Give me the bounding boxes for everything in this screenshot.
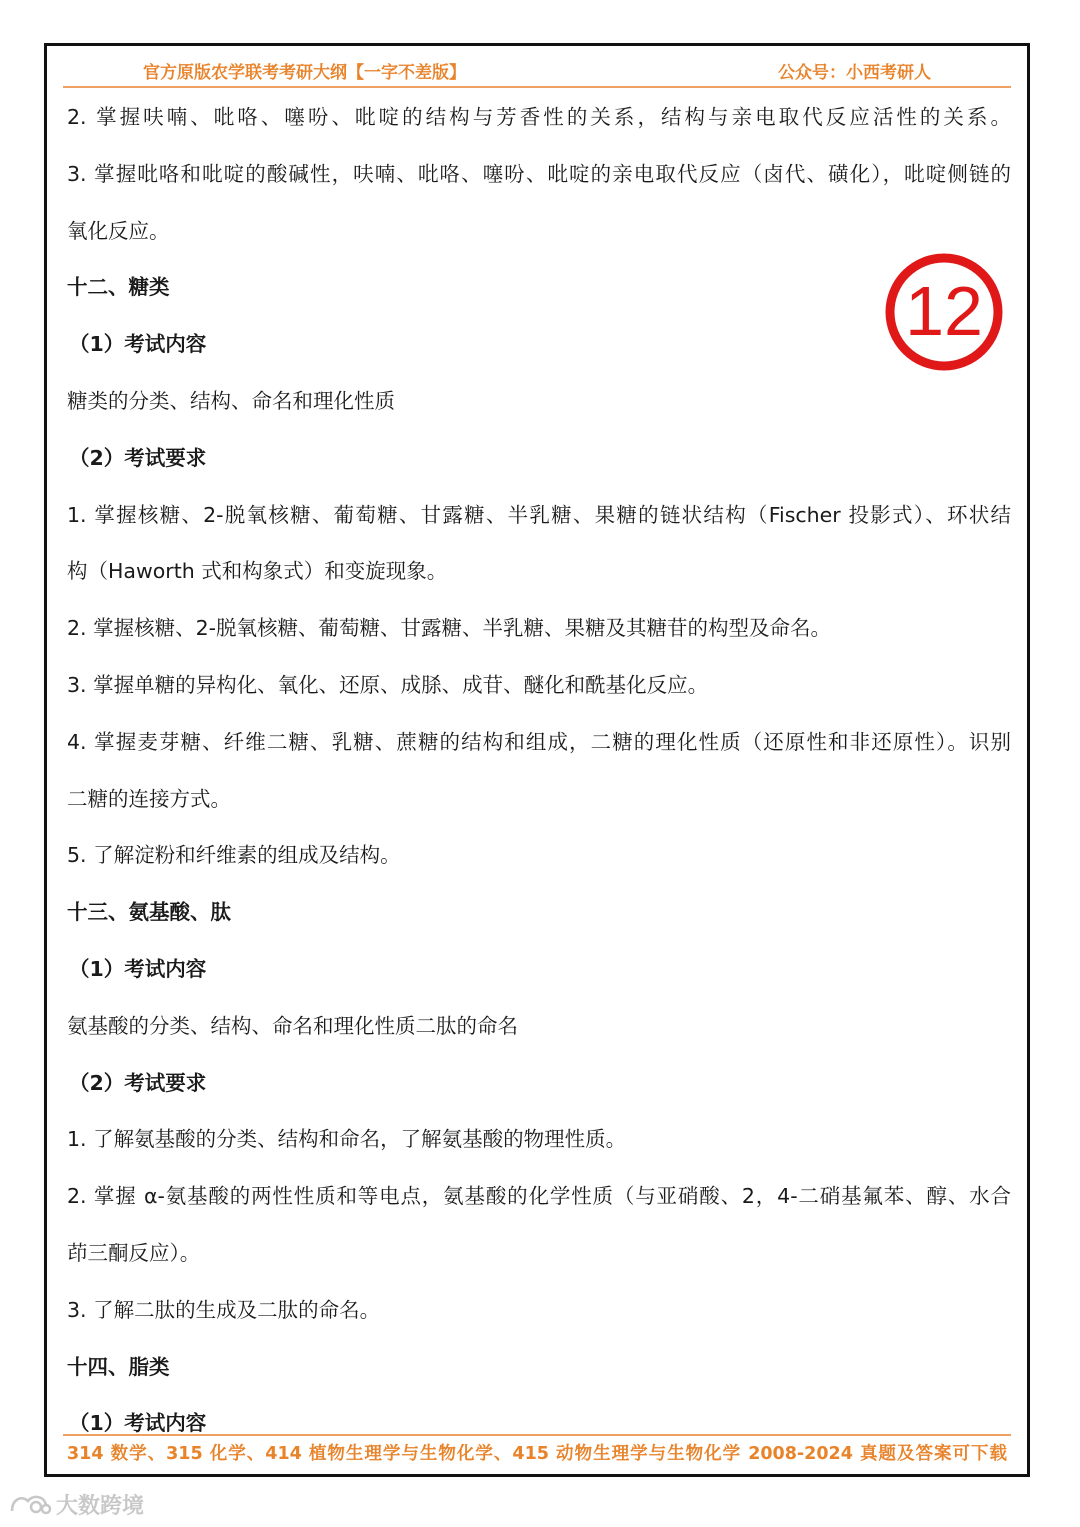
watermark-text: 大数跨境	[56, 1493, 145, 1519]
text-line: 氨基酸的分类、结构、命名和理化性质二肽的命名	[67, 1013, 518, 1038]
text-line: 茚三酮反应）。	[67, 1240, 201, 1265]
subsection-heading: （2）考试要求	[69, 445, 207, 470]
page-frame	[44, 43, 1030, 1477]
page-number-seal	[883, 251, 1005, 373]
text-line: 2. 掌握 α-氨基酸的两性性质和等电点，氨基酸的化学性质（与亚硝酸、2，4-二硝基氟苯、醇、水合	[67, 1184, 1011, 1209]
text-line: 5. 了解淀粉和纤维素的组成及结构。	[67, 843, 401, 868]
text-line: 二糖的连接方式。	[67, 786, 231, 811]
text-line: 1. 掌握核糖、2-脱氧核糖、葡萄糖、甘露糖、半乳糖、果糖的链状结构（Fischer 投影式）、环状结	[67, 502, 1011, 527]
document-body	[67, 89, 1011, 1452]
section-heading: 十三、氨基酸、肽	[67, 900, 231, 925]
subsection-heading: （2）考试要求	[69, 1070, 207, 1095]
subsection-heading: （1）考试内容	[69, 332, 207, 357]
watermark	[8, 1488, 144, 1520]
seal-number: 12	[905, 272, 983, 350]
text-line: 1. 了解氨基酸的分类、结构和命名，了解氨基酸的物理性质。	[67, 1127, 627, 1152]
text-line: 构（Haworth 式和构象式）和变旋现象。	[67, 559, 448, 584]
text-line: 2. 掌握呋喃、吡咯、噻吩、吡啶的结构与芳香性的关系，结构与亲电取代反应活性的关系。	[67, 105, 1011, 129]
text-line: 3. 掌握吡咯和吡啶的酸碱性，呋喃、吡咯、噻吩、吡啶的亲电取代反应（卤代、磺化），吡啶侧链的	[67, 161, 1011, 186]
header-wechat: 公众号：小西考研人	[778, 63, 931, 83]
subsection-heading: （1）考试内容	[69, 956, 207, 981]
text-line: 2. 掌握核糖、2-脱氧核糖、葡萄糖、甘露糖、半乳糖、果糖及其糖苷的构型及命名。	[67, 616, 832, 641]
text-line: 4. 掌握麦芽糖、纤维二糖、乳糖、蔗糖的结构和组成，二糖的理化性质（还原性和非还原性）。识别	[67, 729, 1011, 754]
section-heading: 十二、糖类	[67, 275, 170, 300]
text-line: 3. 了解二肽的生成及二肽的命名。	[67, 1297, 381, 1322]
text-line: 氧化反应。	[67, 218, 170, 243]
section-heading: 十四、脂类	[67, 1354, 170, 1379]
watermark-logo-icon	[8, 1491, 52, 1517]
page-footer	[63, 1434, 1011, 1468]
page-header	[63, 56, 1011, 88]
header-title: 官方原版农学联考考研大纲【一字不差版】	[143, 63, 466, 83]
subsection-heading: （1）考试内容	[69, 1411, 207, 1436]
footer-notice: 314 数学、315 化学、414 植物生理学与生物化学、415 动物生理学与生物化学 2008-2024 真题及答案可下载	[67, 1444, 1007, 1464]
text-line: 糖类的分类、结构、命名和理化性质	[67, 388, 395, 413]
text-line: 3. 掌握单糖的异构化、氧化、还原、成脎、成苷、醚化和酰基化反应。	[67, 672, 709, 697]
